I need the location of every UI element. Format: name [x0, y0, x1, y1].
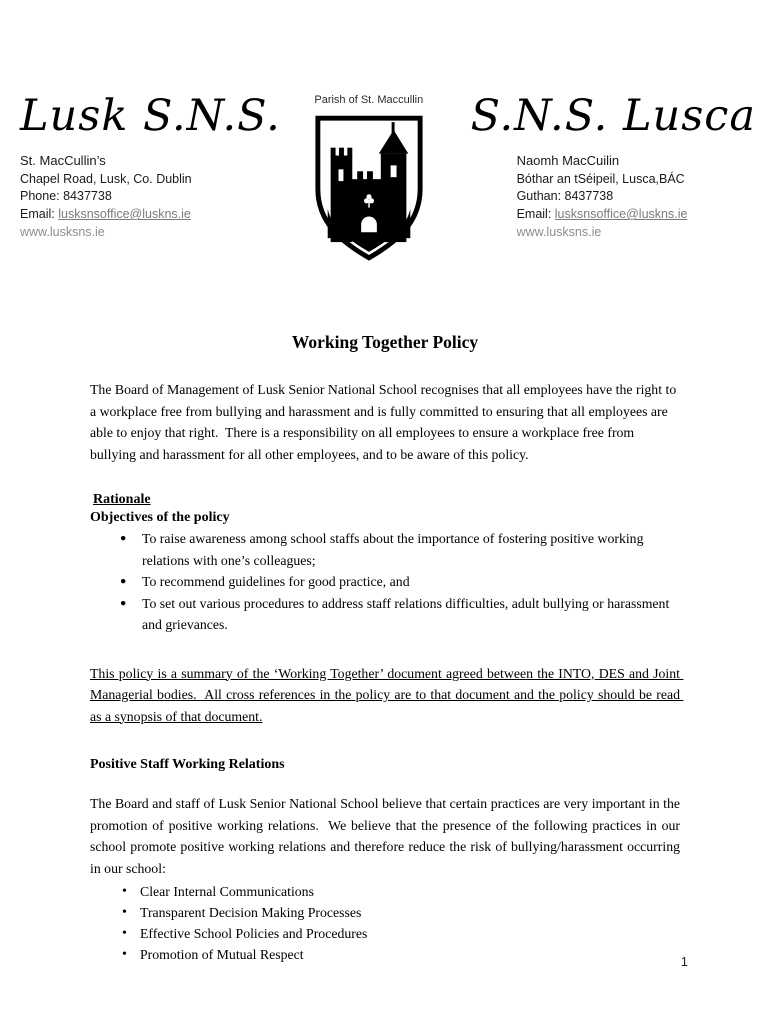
school-name-english: Lusk S.N.S.: [20, 91, 281, 141]
school-crest-icon: [310, 109, 428, 267]
contact-address: Bóthar an tSéipeil, Lusca,BÁC: [516, 171, 685, 186]
contact-phone-line: [517, 188, 756, 206]
objectives-list: [90, 528, 680, 636]
contact-phone-line: [20, 188, 283, 206]
summary-paragraph: This policy is a summary of the ‘Working Together’ document agreed between the INTO, DES and Joint Managerial bodies. All cross references in the policy are to that document and the policy should be read as a synopsis of that document.: [90, 665, 684, 724]
list-item: ● To set out various procedures to address staff relations difficulties, adult bullying or harassment and grievances.: [120, 593, 680, 636]
positive-relations-paragraph: The Board and staff of Lusk Senior National School believe that certain practices are very important in the promotion of positive working relations. We believe that the presence of the following practices in our school promote positive working relations and therefore reduce the risk of bullying/harassment occurring in our school:: [90, 796, 684, 876]
contact-address: Chapel Road, Lusk, Co. Dublin: [20, 171, 192, 186]
email-link[interactable]: lusksnsoffice@luskns.ie: [554, 207, 688, 222]
email-link[interactable]: lusksnsoffice@luskns.ie: [58, 207, 191, 222]
website-link[interactable]: www.lusksns.ie: [20, 224, 105, 239]
contact-name: St. MacCullin’s: [20, 153, 106, 169]
rationale-heading: Rationale: [93, 492, 151, 507]
contact-block-english: [20, 152, 283, 241]
contact-email-line: [20, 206, 283, 224]
school-name-irish: S.N.S. Lusca: [470, 91, 756, 141]
page-number: 1: [680, 954, 688, 969]
list-item: ● To recommend guidelines for good practice, and: [120, 571, 680, 593]
objectives-heading: Objectives of the policy: [90, 510, 230, 525]
email-label: Email:: [20, 207, 55, 222]
parish-label: Parish of St. Maccullin: [314, 94, 424, 106]
contact-email-line: [517, 206, 756, 224]
letterhead-left: [20, 91, 283, 272]
phone-label: Guthan:: [516, 189, 562, 204]
phone-label: Phone:: [20, 189, 60, 204]
contact-name: Naomh MacCuilin: [516, 153, 620, 169]
letterhead-center: [283, 94, 455, 272]
practices-list: [90, 881, 680, 965]
positive-relations-heading: Positive Staff Working Relations: [90, 757, 285, 772]
letterhead: [0, 0, 770, 272]
website-link[interactable]: www.lusksns.ie: [516, 224, 602, 239]
intro-paragraph: The Board of Management of Lusk Senior National School recognises that all employees have the right to a workplace free from bullying and harassment and is fully committed to ensuring that all employees are able to enjoy that right. There is a responsibility on all employees to ensure a workplace free from bullying and harassment for all other employees, and to be aware of this policy.: [90, 382, 680, 462]
list-item: • Effective School Policies and Procedures: [120, 923, 680, 944]
document-title: Working Together Policy: [291, 332, 479, 352]
list-item: ● To raise awareness among school staffs about the importance of fostering positive working relations with one’s colleagues;: [120, 528, 680, 571]
letterhead-right: [455, 91, 756, 272]
phone-number: 8437738: [564, 189, 614, 204]
list-item: • Transparent Decision Making Processes: [120, 902, 680, 923]
email-label: Email:: [516, 207, 552, 222]
phone-number: 8437738: [63, 189, 112, 204]
document-body: [0, 332, 770, 965]
list-item: • Promotion of Mutual Respect: [120, 944, 680, 965]
contact-block-irish: [517, 152, 756, 241]
list-item: • Clear Internal Communications: [120, 881, 680, 902]
